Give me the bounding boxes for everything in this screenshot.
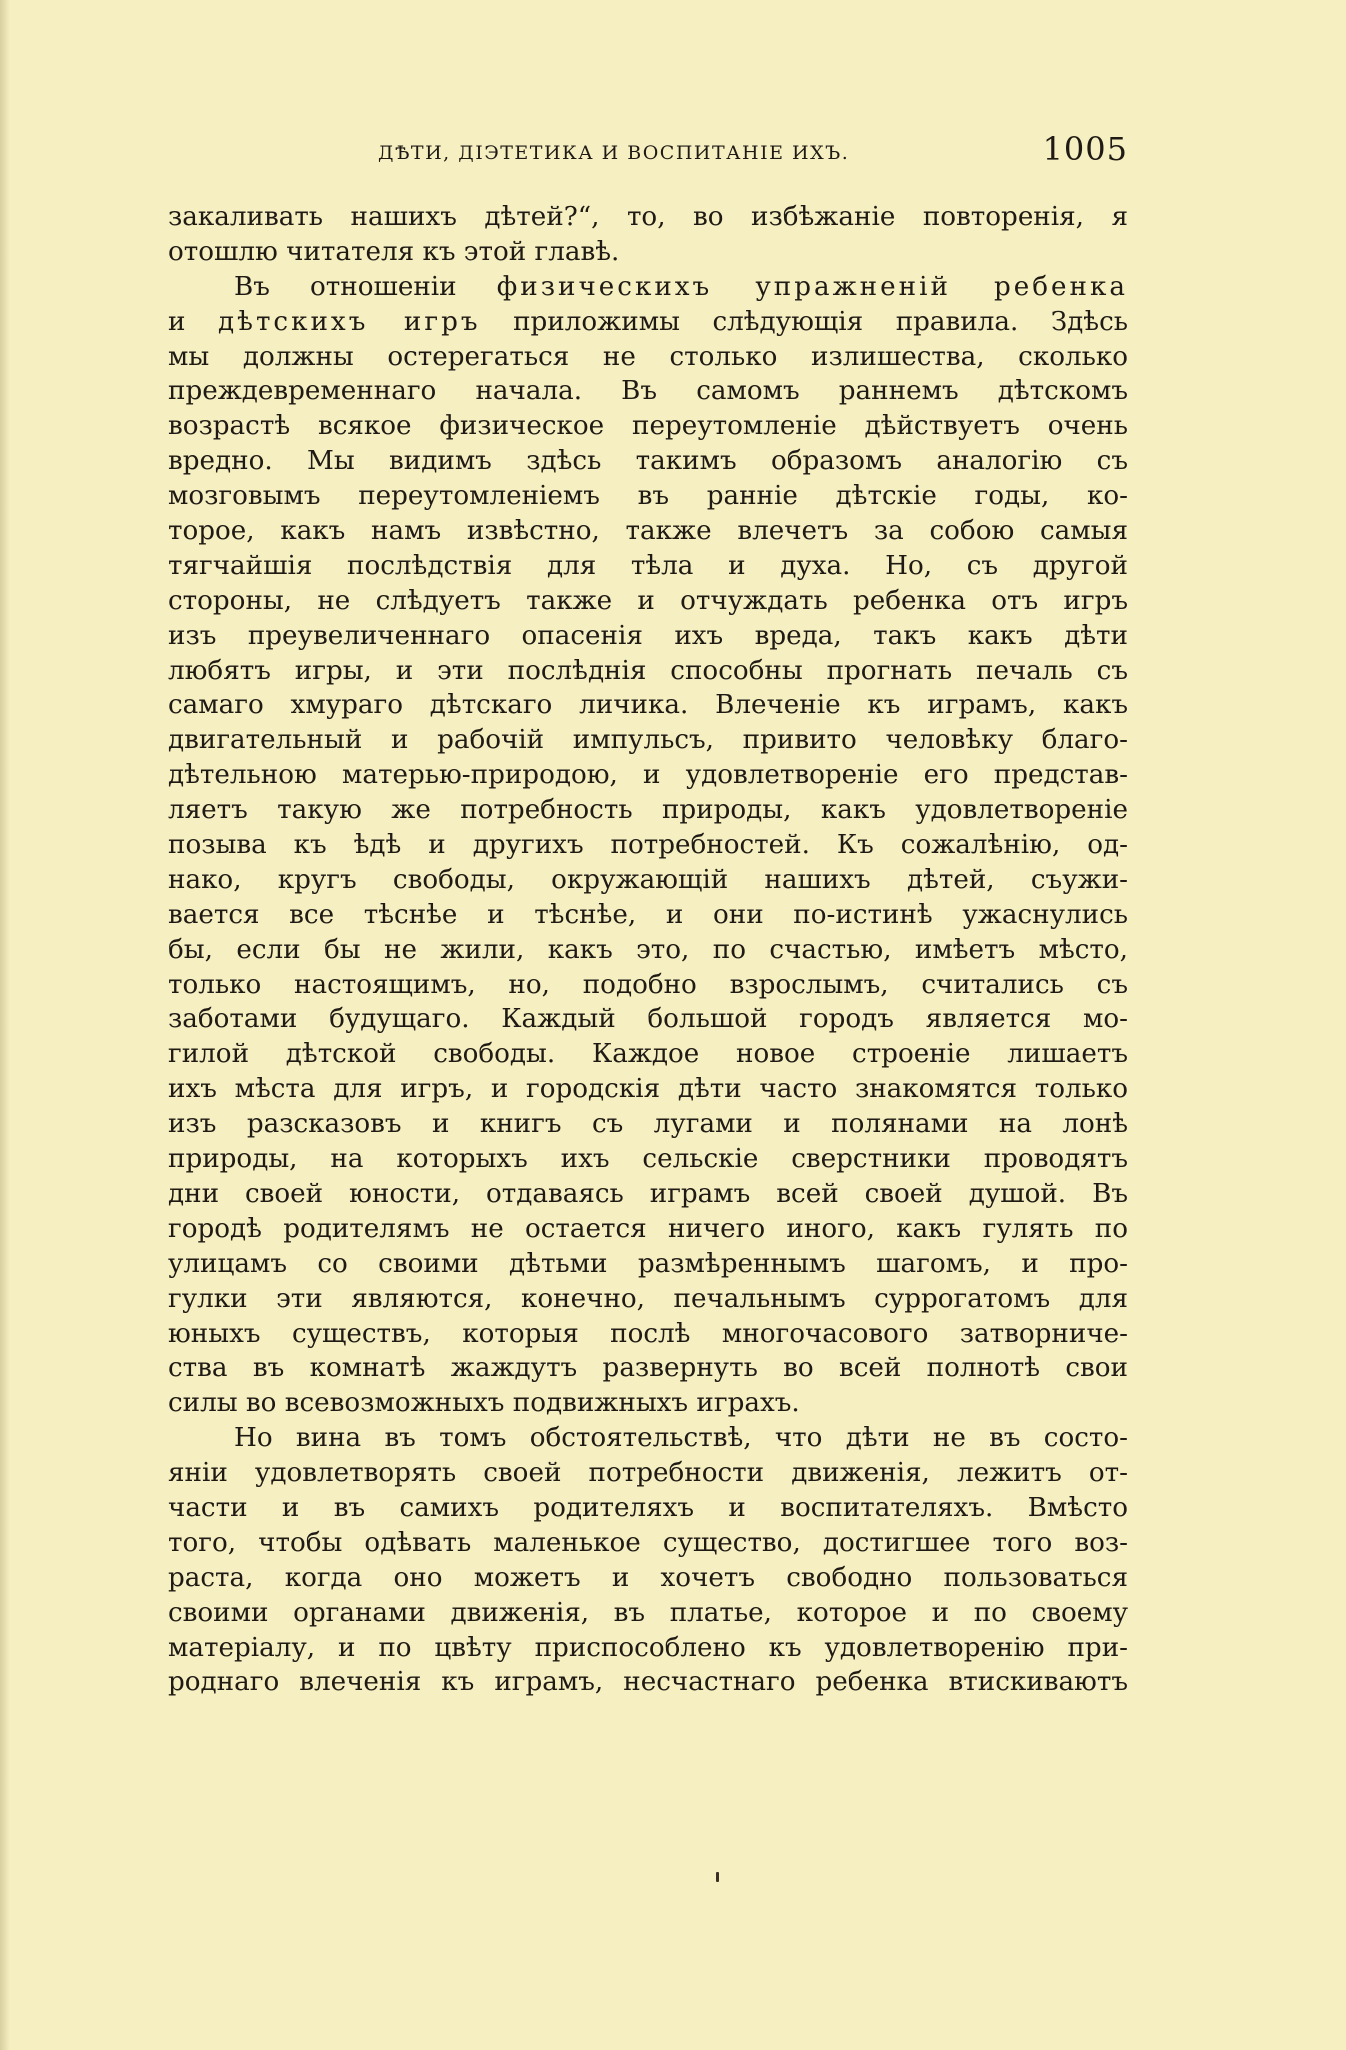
text-line: позыва къ ѣдѣ и другихъ потребностей. Къ сожалѣнію, од-: [168, 830, 1128, 861]
text-fragment: приложимы слѣдующія правила. Здѣсь: [513, 306, 1129, 337]
text-line: двигательный и рабочій импульсъ, привито человѣку благо-: [168, 725, 1128, 756]
text-line: [168, 270, 1128, 305]
page-edge-shadow: [0, 0, 10, 2050]
text-line: торое, какъ намъ извѣстно, также влечетъ за собою самыя: [168, 516, 1128, 547]
text-line: любятъ игры, и эти послѣднія способны прогнать печаль съ: [168, 655, 1128, 686]
text-line: Но вина въ томъ обстоятельствѣ, что дѣти не въ состо-: [234, 1423, 1128, 1454]
text-line: гилой дѣтской свободы. Каждое новое строеніе лишаетъ: [168, 1039, 1128, 1070]
text-line: дѣтельною матерью-природою, и удовлетвореніе его представ-: [168, 760, 1128, 791]
text-line: мы должны остерегаться не столько излишества, сколько: [168, 341, 1128, 372]
text-line: бы, если бы не жили, какъ это, по счастью, имѣетъ мѣсто,: [168, 934, 1128, 965]
text-line: ства въ комнатѣ жаждутъ развернуть во всей полнотѣ свои: [168, 1353, 1128, 1384]
text-line: вается все тѣснѣе и тѣснѣе, и они по-истинѣ ужаснулись: [168, 899, 1128, 930]
text-line: вредно. Мы видимъ здѣсь такимъ образомъ аналогію съ: [168, 446, 1128, 477]
text-line: закаливать нашихъ дѣтей?“, то, во избѣжаніе повторенія, я: [168, 202, 1128, 232]
spaced-emphasis: физическихъ упражненій ребенка: [496, 271, 1128, 302]
text-line: мозговымъ переутомленіемъ въ ранніе дѣтскіе годы, ко-: [168, 481, 1128, 512]
text-line: природы, на которыхъ ихъ сельскіе сверстники проводятъ: [168, 1144, 1128, 1175]
text-line: юныхъ существъ, которыя послѣ многочасового затворниче-: [168, 1318, 1128, 1349]
body-text: [168, 200, 1128, 1700]
text-line: только настоящимъ, но, подобно взрослымъ, считались съ: [168, 969, 1128, 1000]
running-head: [168, 130, 1128, 180]
text-line: изъ разсказовъ и книгъ съ лугами и полянами на лонѣ: [168, 1109, 1128, 1140]
text-fragment: и: [168, 306, 186, 337]
text-line: роднаго влеченія къ играмъ, несчастнаго ребенка втискиваютъ: [168, 1667, 1128, 1698]
text-line: отошлю читателя къ этой главѣ.: [168, 236, 620, 267]
text-line: ляетъ такую же потребность природы, какъ удовлетвореніе: [168, 795, 1128, 826]
text-line: силы во всевозможныхъ подвижныхъ играхъ.: [168, 1388, 800, 1419]
text-line: яніи удовлетворять своей потребности движенія, лежитъ от-: [168, 1458, 1128, 1489]
running-title: ДѢТИ, ДІЭТЕТИКА И ВОСПИТАНІЕ ИХЪ.: [378, 142, 850, 164]
text-line: раста, когда оно можетъ и хочетъ свободно пользоваться: [168, 1562, 1128, 1593]
text-line: улицамъ со своими дѣтьми размѣреннымъ шагомъ, и про-: [168, 1248, 1128, 1279]
page-number: 1005: [1042, 130, 1128, 168]
text-line: нако, кругъ свободы, окружающій нашихъ дѣтей, съужи-: [168, 864, 1128, 895]
text-line: матеріалу, и по цвѣту приспособлено къ удовлетворенію при-: [168, 1632, 1128, 1663]
text-line: городѣ родителямъ не остается ничего иного, какъ гулять по: [168, 1213, 1128, 1244]
text-line: тягчайшія послѣдствія для тѣла и духа. Но, съ другой: [168, 550, 1128, 581]
text-line: возрастѣ всякое физическое переутомленіе дѣйствуетъ очень: [168, 411, 1128, 442]
text-line: части и въ самихъ родителяхъ и воспитателяхъ. Вмѣсто: [168, 1492, 1128, 1523]
text-fragment: Въ отношеніи: [234, 271, 457, 302]
text-line: заботами будущаго. Каждый большой городъ является мо-: [168, 1004, 1128, 1035]
text-line: стороны, не слѣдуетъ также и отчуждать ребенка отъ игръ: [168, 585, 1128, 616]
text-line: изъ преувеличеннаго опасенія ихъ вреда, такъ какъ дѣти: [168, 620, 1128, 651]
text-line: своими органами движенія, въ платье, которое и по своему: [168, 1597, 1128, 1628]
text-line: ихъ мѣста для игръ, и городскія дѣти часто знакомятся только: [168, 1074, 1128, 1105]
text-line: самаго хмураго дѣтскаго личика. Влеченіе къ играмъ, какъ: [168, 690, 1128, 721]
text-line: дни своей юности, отдаваясь играмъ всей своей душой. Въ: [168, 1178, 1128, 1209]
text-line: преждевременнаго начала. Въ самомъ раннемъ дѣтскомъ: [168, 376, 1128, 407]
text-line: [168, 305, 1128, 340]
spaced-emphasis: дѣтскихъ игръ: [218, 306, 481, 337]
text-line: гулки эти являются, конечно, печальнымъ суррогатомъ для: [168, 1283, 1128, 1314]
text-line: того, чтобы одѣвать маленькое существо, достигшее того воз-: [168, 1527, 1128, 1558]
ink-speck: [716, 1872, 719, 1882]
